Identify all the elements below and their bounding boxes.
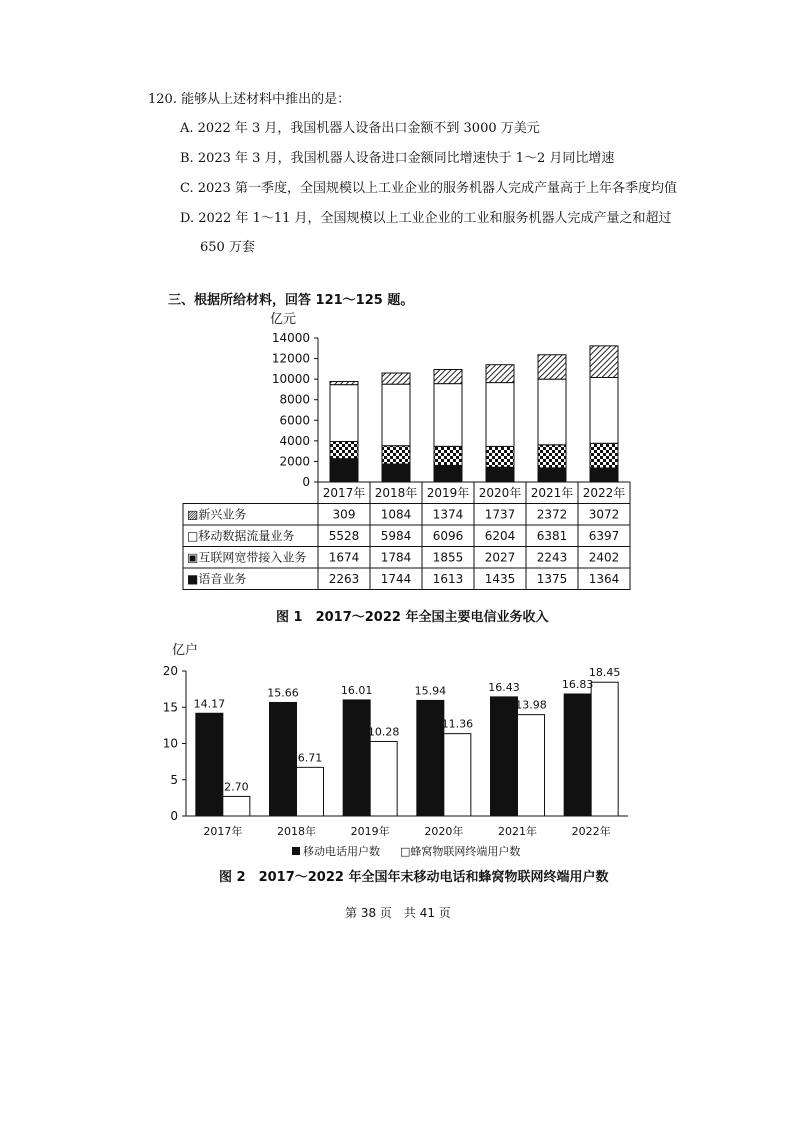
figure-1-table-cell: 1364: [588, 572, 620, 586]
figure-1-bar-segment: [382, 446, 410, 464]
figure-1-bar-segment: [330, 381, 358, 384]
figure-1-y-tick-label: 2000: [279, 454, 310, 469]
figure-1-category-label: 2018年: [374, 486, 418, 500]
option-b: B. 2023 年 3 月，我国机器人设备进口金额同比增速快于 1～2 月同比增速: [180, 151, 615, 166]
figure-1-table-cell: 1855: [432, 550, 464, 565]
figure-1-bar-segment: [590, 468, 618, 482]
figure-1-bar-segment: [538, 445, 566, 468]
figure-1-table-cell: 1374: [432, 507, 464, 522]
figure-1-table-cell: 3072: [588, 507, 620, 522]
figure-1-table-cell: 2372: [536, 507, 568, 522]
figure-2-data-label: 15.66: [267, 686, 299, 700]
figure-1-row-label: ▣互联网宽带接入业务: [187, 550, 307, 565]
figure-1-category-label: 2021年: [530, 486, 574, 500]
figure-2-y-unit: 亿户: [172, 643, 199, 658]
option-d-continuation: 650 万套: [200, 240, 255, 255]
option-c: C. 2023 第一季度，全国规模以上工业企业的服务机器人完成产量高于上年各季度均值: [180, 181, 677, 196]
figure-1-bar-segment: [382, 464, 410, 482]
legend-swatch-mobile: [292, 847, 300, 855]
figure-1-bar-segment: [330, 442, 358, 459]
figure-2-data-label: 6.71: [297, 751, 323, 765]
figure-1-bar-segment: [590, 346, 618, 378]
figure-1-table-cell: 1613: [432, 572, 464, 586]
figure-2-bar-iot: [223, 796, 250, 816]
figure-1-y-tick-label: 6000: [279, 413, 310, 428]
figure-1-bar-segment: [382, 373, 410, 384]
figure-1-y-tick-label: 8000: [279, 392, 310, 407]
figure-1-y-tick-label: 10000: [271, 372, 310, 387]
figure-1-row-label: ■语音业务: [187, 572, 247, 586]
figure-2-bar-iot: [370, 741, 397, 816]
figure-2-data-label: 15.94: [414, 684, 447, 698]
figure-2-category-label: 2020年: [424, 825, 464, 838]
figure-1-caption: 图 1 2017～2022 年全国主要电信业务收入: [276, 610, 549, 625]
figure-1-bar-segment: [590, 377, 618, 443]
figure-2-data-label: 16.43: [488, 680, 520, 694]
figure-2-bar-mobile: [417, 700, 444, 816]
figure-1-y-tick-label: 4000: [279, 433, 310, 448]
figure-2-bar-iot: [444, 734, 471, 816]
figure-2-data-label: 16.01: [340, 683, 373, 697]
figure-2-chart: [0, 640, 800, 900]
figure-2-data-label: 18.45: [588, 666, 621, 680]
figure-1-table-cell: 1737: [484, 507, 516, 522]
figure-2-y-tick-label: 10: [162, 736, 178, 751]
figure-1-table-cell: 2243: [536, 550, 568, 565]
figure-1-table-cell: 1784: [380, 550, 412, 565]
figure-1-y-tick-label: 0: [302, 475, 310, 489]
figure-1-bar-segment: [486, 365, 514, 383]
figure-1-table-cell: 1744: [380, 572, 412, 586]
page-footer: 第 38 页 共 41 页: [345, 906, 451, 920]
figure-2-data-label: 13.98: [515, 698, 547, 712]
figure-1-table-cell: 1375: [536, 572, 568, 586]
figure-1-table-cell: 5984: [380, 529, 412, 543]
legend-iot: □蜂窝物联网终端用户数: [400, 845, 521, 858]
section-heading: 三、根据所给材料，回答 121～125 题。: [168, 293, 414, 308]
figure-2-bar-mobile: [564, 694, 591, 816]
figure-1-category-label: 2019年: [426, 486, 470, 500]
figure-1-y-unit: 亿元: [270, 312, 297, 327]
figure-1-bar-segment: [434, 465, 462, 482]
figure-2-category-label: 2021年: [498, 825, 537, 838]
figure-1-bar-segment: [486, 446, 514, 467]
figure-2-bar-mobile: [343, 700, 370, 816]
figure-2-category-label: 2022年: [571, 825, 611, 838]
figure-1-bar-segment: [538, 468, 566, 482]
figure-2-data-label: 11.36: [441, 717, 474, 731]
legend-mobile: 移动电话用户数: [303, 845, 380, 858]
figure-2-bar-mobile: [270, 702, 297, 816]
figure-2-bar-iot: [591, 682, 618, 816]
figure-2-bar-iot: [518, 715, 545, 816]
figure-1-bar-segment: [382, 384, 410, 446]
figure-2-bar-iot: [297, 767, 324, 816]
figure-1-table-cell: 6397: [588, 529, 620, 543]
figure-2-data-label: 2.70: [224, 780, 249, 794]
figure-2-y-tick-label: 15: [162, 700, 178, 715]
figure-1-table-cell: 6381: [536, 529, 568, 543]
figure-1-table-cell: 1674: [328, 550, 360, 565]
figure-1-category-label: 2022年: [582, 486, 626, 500]
figure-1-bar-segment: [434, 384, 462, 447]
figure-1-table-cell: 1435: [484, 572, 516, 586]
figure-1-bar-segment: [330, 385, 358, 442]
figure-1-bar-segment: [538, 379, 566, 445]
figure-1-table-cell: 2027: [484, 550, 516, 565]
figure-2-category-label: 2017年: [203, 825, 243, 838]
figure-2-category-label: 2019年: [350, 825, 390, 838]
figure-1-row-label: □移动数据流量业务: [187, 529, 295, 543]
figure-1-row-label: ▨新兴业务: [187, 507, 247, 522]
figure-1-bar-segment: [330, 459, 358, 482]
figure-1-bar-segment: [486, 467, 514, 482]
figure-2-data-label: 16.83: [561, 677, 594, 691]
figure-1-table-cell: 5528: [328, 529, 360, 543]
figure-1-bar-segment: [590, 443, 618, 468]
figure-2-data-label: 14.17: [193, 697, 226, 711]
figure-2-bar-mobile: [491, 697, 518, 816]
figure-1-y-tick-label: 12000: [271, 351, 310, 366]
figure-1-bar-segment: [434, 446, 462, 465]
figure-1-bar-segment: [486, 383, 514, 447]
figure-2-bar-mobile: [196, 713, 223, 816]
figure-1-table-cell: 2263: [328, 572, 360, 586]
figure-1-table-cell: 6096: [432, 529, 464, 543]
figure-2-category-label: 2018年: [277, 825, 316, 838]
figure-2-y-tick-label: 0: [170, 809, 178, 823]
figure-1-y-tick-label: 14000: [271, 331, 310, 345]
option-d: D. 2022 年 1～11 月，全国规模以上工业企业的工业和服务机器人完成产量之和超过: [180, 211, 672, 226]
figure-1-table-cell: 6204: [484, 529, 516, 543]
figure-2-y-tick-label: 5: [170, 772, 178, 787]
figure-1-bar-segment: [434, 369, 462, 383]
figure-1-category-label: 2020年: [478, 486, 522, 500]
figure-1-table-cell: 2402: [588, 550, 620, 565]
question-stem: 120. 能够从上述材料中推出的是：: [148, 92, 351, 107]
figure-2-caption: 图 2 2017～2022 年全国年末移动电话和蜂窝物联网终端用户数: [219, 870, 609, 885]
figure-1-bar-segment: [538, 355, 566, 379]
figure-2-y-tick-label: 20: [162, 664, 178, 678]
figure-1-table-cell: 1084: [380, 507, 412, 522]
figure-2-data-label: 10.28: [367, 725, 400, 739]
option-a: A. 2022 年 3 月，我国机器人设备出口金额不到 3000 万美元: [180, 121, 540, 136]
figure-1-category-label: 2017年: [322, 486, 366, 500]
figure-1-table-cell: 309: [332, 507, 356, 522]
